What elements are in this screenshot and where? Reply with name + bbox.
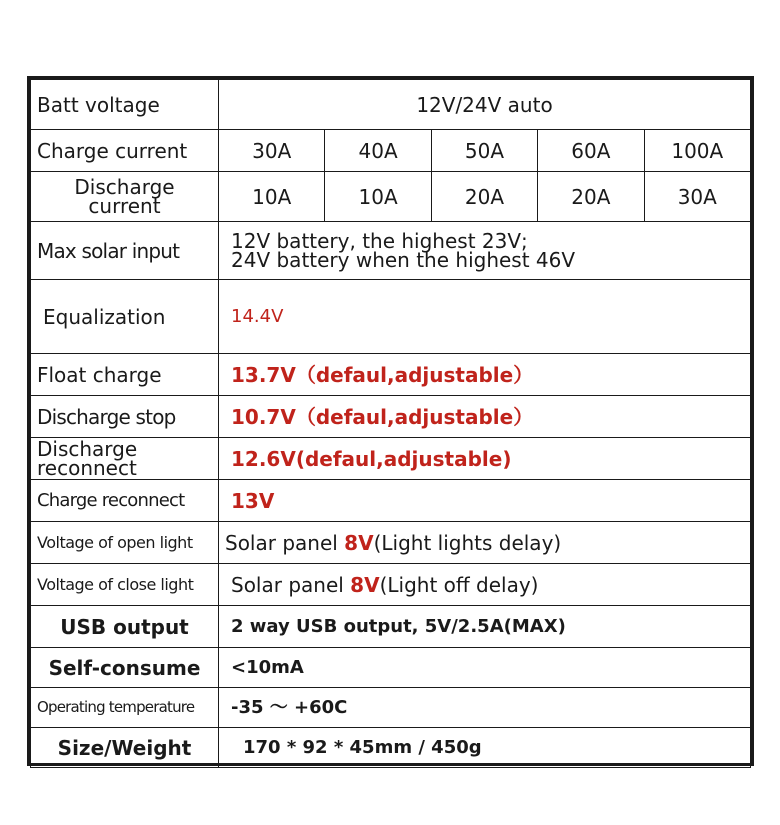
usb-output-value: 2 way USB output, 5V/2.5A(MAX) xyxy=(219,606,751,648)
voltage-close-light-prefix: Solar panel xyxy=(231,572,351,597)
table-row-voltage-close-light xyxy=(31,564,751,606)
discharge-reconnect-value: 12.6V(defaul,adjustable) xyxy=(219,438,751,480)
row-label-usb-output: USB output xyxy=(31,606,219,648)
table-row-charge-reconnect xyxy=(31,480,751,522)
charge-current-cell: 100A xyxy=(644,130,750,172)
row-label-size-weight: Size/Weight xyxy=(31,728,219,768)
table-row-discharge-stop xyxy=(31,396,751,438)
row-label-max-solar-input: Max solar input xyxy=(31,222,219,280)
charge-current-cell: 50A xyxy=(431,130,537,172)
row-label-discharge-stop: Discharge stop xyxy=(31,396,219,438)
charge-reconnect-value: 13V xyxy=(219,480,751,522)
table-row-discharge-reconnect xyxy=(31,438,751,480)
voltage-close-light-voltage: 8V xyxy=(350,572,380,597)
value-line: 24V battery when the highest 46V xyxy=(231,247,576,272)
row-label-self-consume: Self-consume xyxy=(31,648,219,688)
voltage-close-light-suffix: (Light off delay) xyxy=(379,572,539,597)
row-label-float-charge: Float charge xyxy=(31,354,219,396)
row-label-batt-voltage: Batt voltage xyxy=(31,80,219,130)
table-row-float-charge xyxy=(31,354,751,396)
label-line: current xyxy=(88,193,161,218)
value-line: 12V battery, the highest 23V; xyxy=(231,228,528,253)
batt-voltage-value: 12V/24V auto xyxy=(219,80,751,130)
size-weight-value: 170 * 92 * 45mm / 450g xyxy=(219,728,751,768)
label-line: Discharge xyxy=(37,437,138,461)
table-row-discharge-current xyxy=(31,172,751,222)
row-label-equalization: Equalization xyxy=(31,280,219,354)
row-label-charge-current: Charge current xyxy=(31,130,219,172)
operating-temperature-value: -35 ～ +60C xyxy=(219,688,751,728)
discharge-stop-voltage: 10.7V xyxy=(231,404,296,429)
discharge-current-cell: 10A xyxy=(219,172,325,222)
row-label-charge-reconnect: Charge reconnect xyxy=(31,480,219,522)
charge-current-cell: 30A xyxy=(219,130,325,172)
discharge-current-cell: 20A xyxy=(431,172,537,222)
spec-table-frame xyxy=(27,76,754,766)
max-solar-input-value xyxy=(219,222,751,280)
table-row-voltage-open-light xyxy=(31,522,751,564)
row-label-voltage-open-light: Voltage of open light xyxy=(31,522,219,564)
voltage-open-light-value xyxy=(219,522,751,564)
table-row-self-consume xyxy=(31,648,751,688)
spec-table xyxy=(30,79,751,768)
table-row-usb-output xyxy=(31,606,751,648)
voltage-close-light-value xyxy=(219,564,751,606)
table-row-charge-current xyxy=(31,130,751,172)
table-row-operating-temperature xyxy=(31,688,751,728)
table-row-equalization xyxy=(31,280,751,354)
table-row-max-solar-input xyxy=(31,222,751,280)
float-charge-value xyxy=(219,354,751,396)
discharge-current-cell: 20A xyxy=(538,172,644,222)
self-consume-value: <10mA xyxy=(219,648,751,688)
discharge-stop-value xyxy=(219,396,751,438)
charge-current-cell: 40A xyxy=(325,130,431,172)
voltage-open-light-suffix: (Light lights delay) xyxy=(373,530,562,555)
discharge-stop-note: （defaul,adjustable） xyxy=(295,404,534,429)
row-label-discharge-reconnect xyxy=(31,438,219,480)
equalization-value: 14.4V xyxy=(219,280,751,354)
float-charge-note: （defaul,adjustable） xyxy=(295,362,534,387)
label-line: reconnect xyxy=(37,455,137,480)
charge-current-cell: 60A xyxy=(538,130,644,172)
label-line: Discharge xyxy=(74,174,175,199)
row-label-voltage-close-light: Voltage of close light xyxy=(31,564,219,606)
voltage-open-light-voltage: 8V xyxy=(344,530,374,555)
table-row-size-weight xyxy=(31,728,751,768)
row-label-discharge-current xyxy=(31,172,219,222)
discharge-current-cell: 30A xyxy=(644,172,750,222)
row-label-operating-temperature: Operating temperature xyxy=(31,688,219,728)
discharge-current-cell: 10A xyxy=(325,172,431,222)
table-row-batt-voltage xyxy=(31,80,751,130)
float-charge-voltage: 13.7V xyxy=(231,362,296,387)
voltage-open-light-prefix: Solar panel xyxy=(225,530,345,555)
